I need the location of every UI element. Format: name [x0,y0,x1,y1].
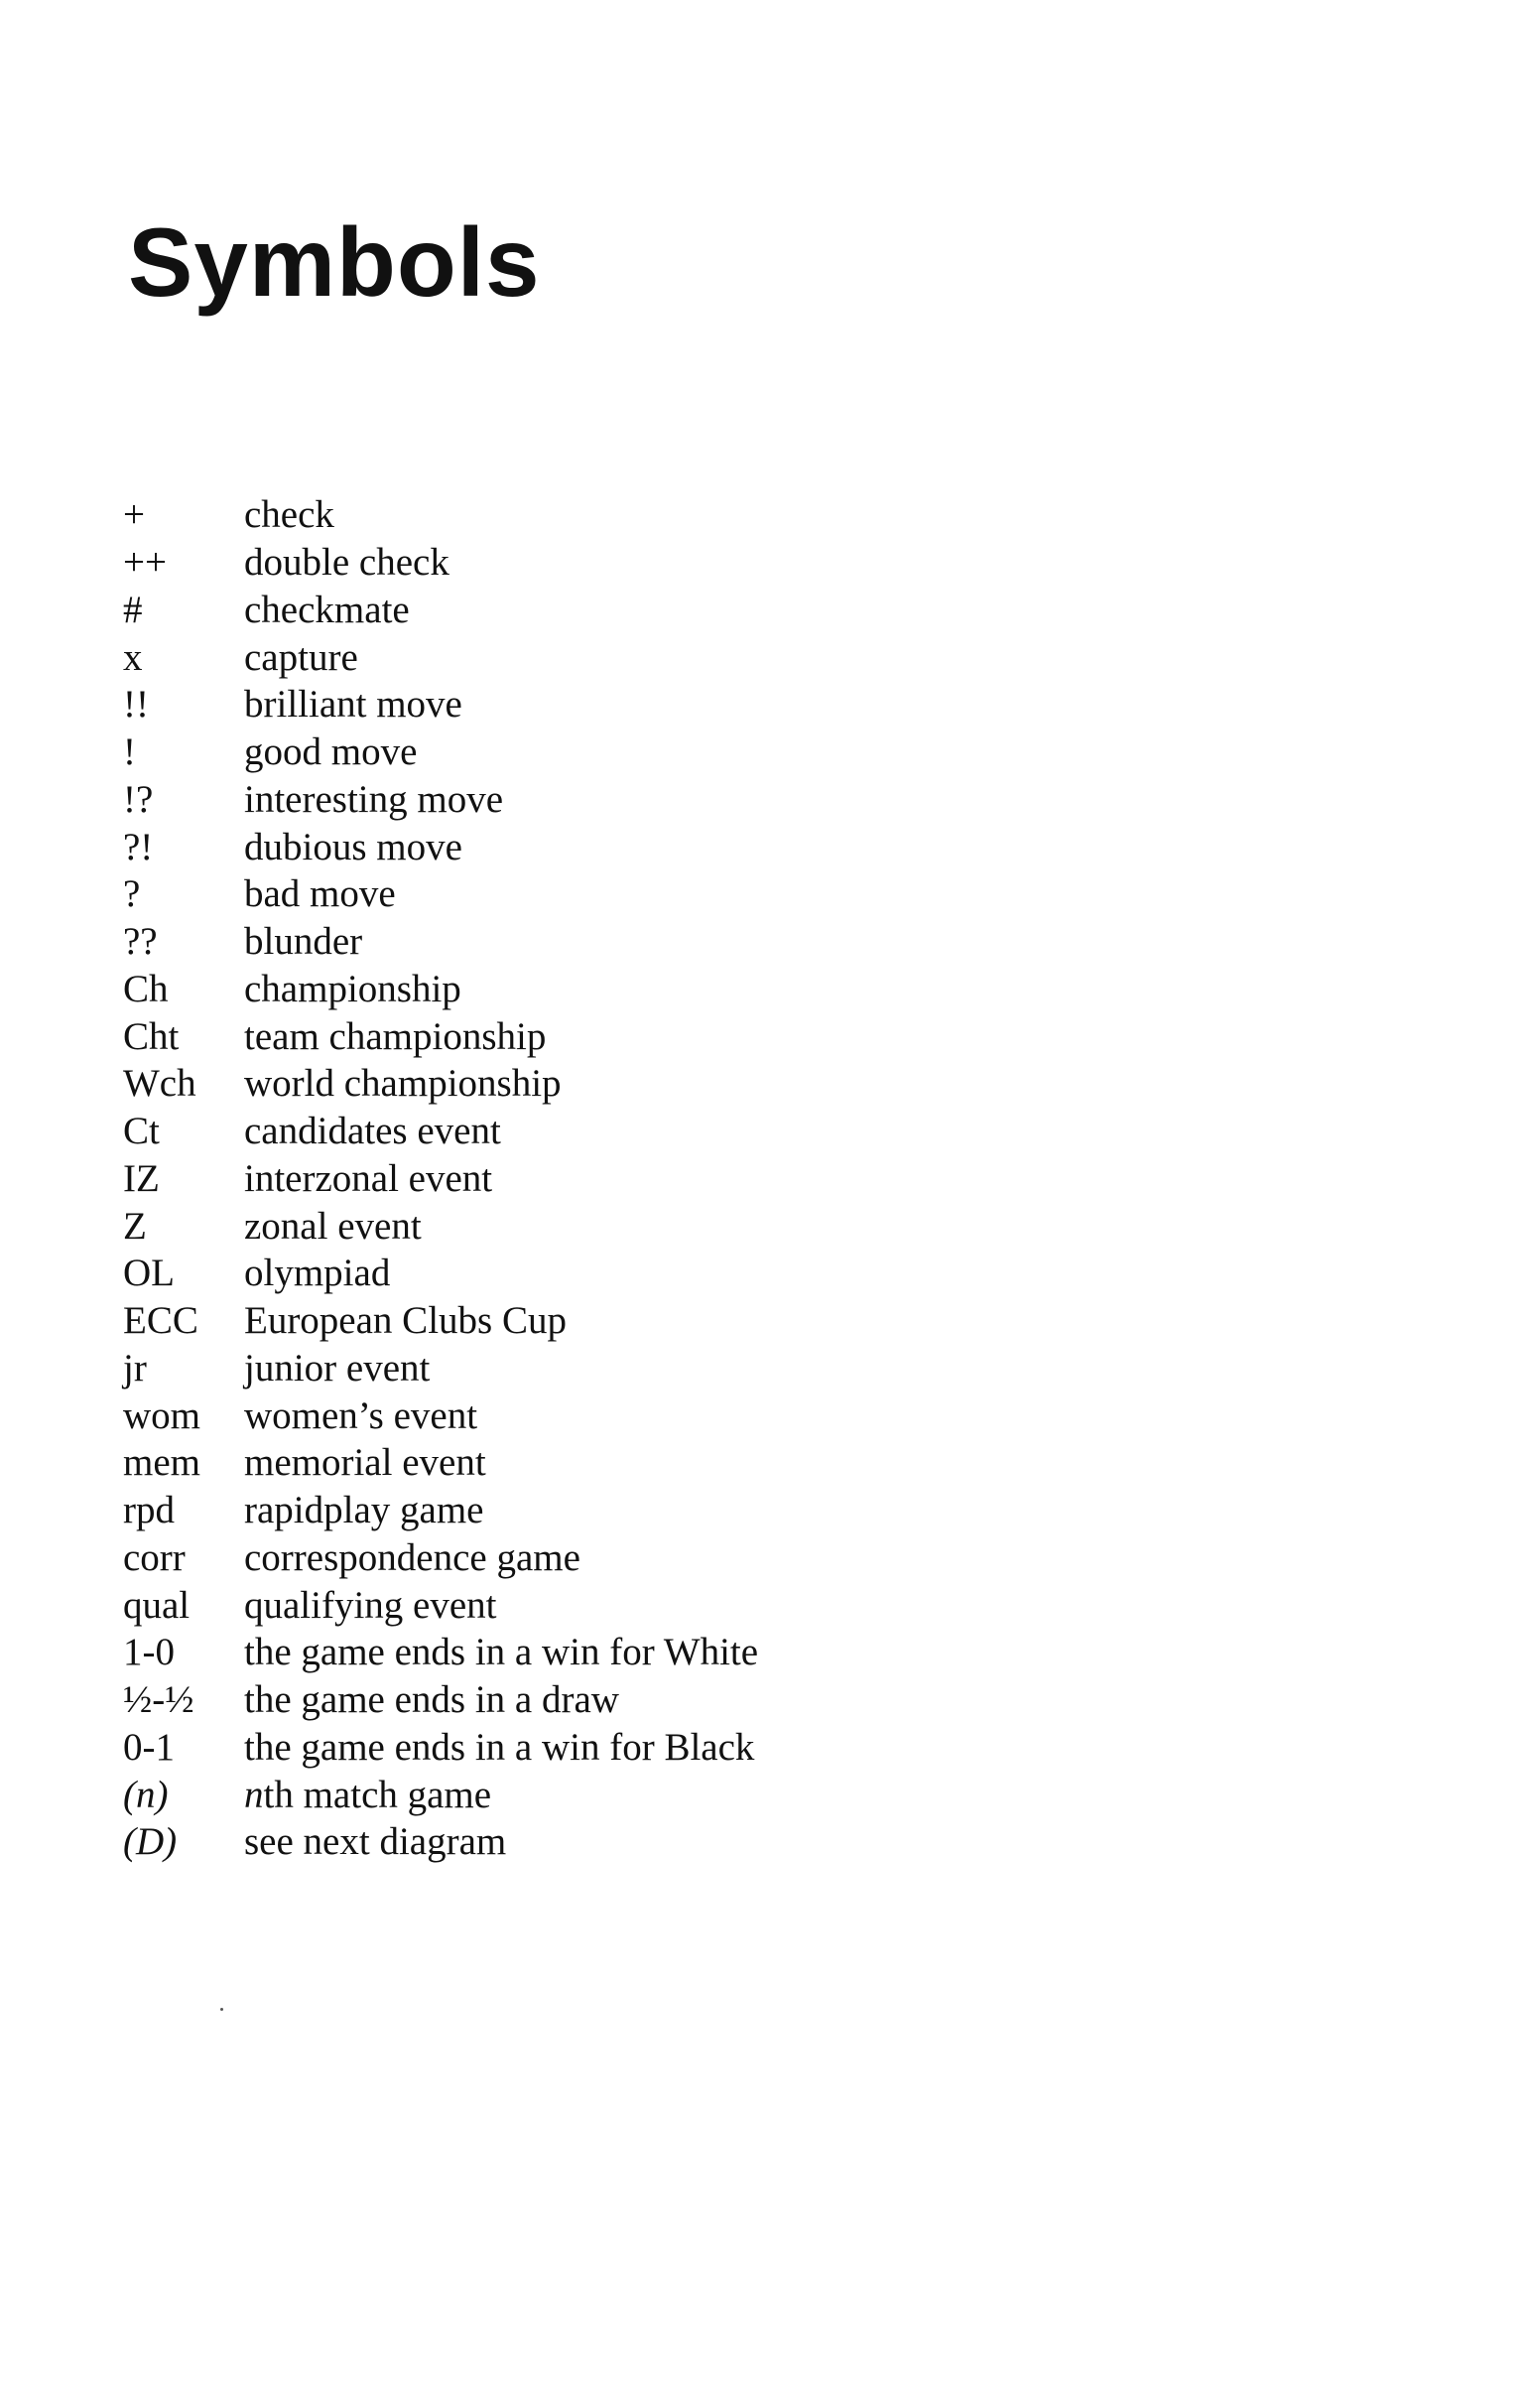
symbol: ? [123,872,141,916]
symbol-meaning: team championship [244,1014,547,1058]
symbol-row [123,1818,758,1866]
symbol: 0-1 [123,1725,175,1769]
symbol-row [123,1012,758,1060]
symbol-meaning-prefix: n [244,1773,264,1816]
symbol: ++ [123,541,167,585]
symbol: (n) [123,1773,169,1816]
symbol-meaning: interesting move [244,777,504,821]
symbol: qual [123,1583,191,1627]
symbol-meaning: rapidplay game [244,1489,484,1532]
symbol-row [123,1345,758,1392]
symbol-row [123,681,758,728]
symbol-meaning [244,1773,491,1817]
symbol: IZ [123,1156,160,1200]
symbol-row [123,1250,758,1297]
symbol-list [123,491,758,1866]
symbol: wom [123,1393,200,1437]
symbol: Wch [123,1062,196,1106]
symbol-meaning: world championship [244,1062,562,1106]
symbol-row [123,1676,758,1724]
symbol-row [123,539,758,587]
symbol-meaning: the game ends in a win for Black [244,1725,755,1769]
page-title: Symbols [128,207,541,317]
symbol-meaning: olympiad [244,1252,391,1295]
symbol-row [123,1534,758,1582]
symbol-meaning: bad move [244,872,396,916]
symbol-row [123,1439,758,1487]
symbol-meaning: capture [244,635,358,679]
symbol-row [123,1155,758,1203]
symbol-meaning: women’s event [244,1393,478,1437]
symbol-meaning: check [244,493,334,537]
symbol-row [123,1108,758,1155]
symbol-meaning: junior event [244,1346,431,1390]
symbol: mem [123,1441,200,1485]
symbol-row [123,1060,758,1108]
symbol: ?? [123,920,158,964]
symbol-meaning: qualifying event [244,1583,497,1627]
symbol: # [123,588,143,631]
symbol-row [123,870,758,918]
symbol: + [123,493,145,537]
symbol-meaning: candidates event [244,1110,501,1153]
symbol-row [123,1297,758,1345]
symbol-meaning: correspondence game [244,1535,580,1579]
symbol-row [123,918,758,966]
symbol-row [123,1771,758,1818]
symbol: ! [123,730,136,774]
symbol: !? [123,777,154,821]
symbol-meaning: championship [244,967,461,1010]
symbol-meaning: dubious move [244,825,462,868]
symbol-meaning: checkmate [244,588,410,631]
symbol-meaning: the game ends in a win for White [244,1631,759,1674]
symbol: !! [123,683,149,727]
print-speck [220,2008,223,2011]
symbol-meaning: European Clubs Cup [244,1299,567,1343]
symbol-meaning: see next diagram [244,1820,507,1864]
symbol-row [123,1629,758,1676]
symbol-row [123,491,758,539]
symbol-meaning: interzonal event [244,1156,493,1200]
symbol: OL [123,1252,175,1295]
symbol-row [123,823,758,870]
symbol: ½-½ [123,1678,194,1722]
symbol: corr [123,1535,186,1579]
symbol-row [123,1581,758,1629]
symbol: jr [123,1346,147,1390]
symbol: (D) [123,1820,178,1864]
symbol: ECC [123,1299,198,1343]
symbol-row [123,1202,758,1250]
symbol: Ch [123,967,169,1010]
symbol-meaning: double check [244,541,449,585]
symbol-row [123,776,758,824]
symbol-row [123,728,758,776]
symbol-row [123,633,758,681]
symbol: x [123,635,143,679]
symbol: Cht [123,1014,180,1058]
symbol-meaning: memorial event [244,1441,486,1485]
symbol-meaning: the game ends in a draw [244,1678,619,1722]
symbol: rpd [123,1489,175,1532]
symbol-meaning: blunder [244,920,363,964]
symbol: ?! [123,825,154,868]
symbol-row [123,1724,758,1772]
symbol-row [123,1391,758,1439]
symbol-row [123,1487,758,1534]
symbol-meaning: zonal event [244,1204,422,1248]
symbol-meaning: brilliant move [244,683,462,727]
symbol: Z [123,1204,147,1248]
symbol-row [123,966,758,1013]
symbol: Ct [123,1110,160,1153]
symbol-meaning: good move [244,730,418,774]
symbol-row [123,587,758,634]
symbol-meaning-text: th match game [263,1773,492,1816]
symbol: 1-0 [123,1631,175,1674]
